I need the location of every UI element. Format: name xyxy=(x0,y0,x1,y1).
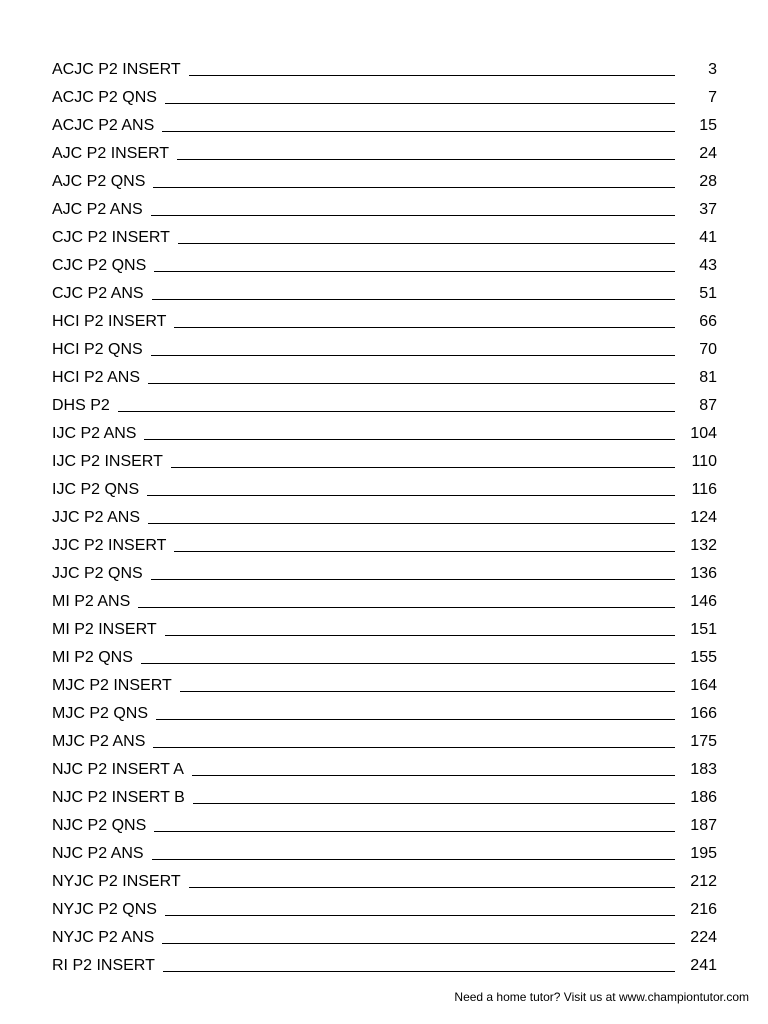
toc-entry-label: AJC P2 INSERT xyxy=(52,145,170,162)
toc-leader-line xyxy=(162,943,675,944)
toc-entry[interactable] xyxy=(52,812,717,840)
toc-leader-line xyxy=(156,719,675,720)
toc-entry-page-number: 195 xyxy=(690,845,717,862)
toc-entry[interactable] xyxy=(52,252,717,280)
toc-leader-line xyxy=(154,831,675,832)
toc-entry-label: MJC P2 ANS xyxy=(52,733,146,750)
toc-entry-page-number: 104 xyxy=(690,425,717,442)
toc-leader-line xyxy=(151,215,675,216)
toc-entry-label: NYJC P2 ANS xyxy=(52,929,155,946)
toc-entry-label: NJC P2 INSERT B xyxy=(52,789,185,806)
toc-entry[interactable] xyxy=(52,728,717,756)
toc-leader-line xyxy=(153,187,675,188)
toc-entry[interactable] xyxy=(52,504,717,532)
toc-entry-page-number: 136 xyxy=(690,565,717,582)
toc-leader-line xyxy=(148,383,675,384)
toc-entry[interactable] xyxy=(52,112,717,140)
toc-entry-label: CJC P2 INSERT xyxy=(52,229,170,246)
toc-entry-page-number: 224 xyxy=(690,929,717,946)
toc-leader-line xyxy=(154,271,675,272)
toc-entry-page-number: 3 xyxy=(708,61,717,78)
toc-entry-label: AJC P2 QNS xyxy=(52,173,146,190)
toc-entry-page-number: 110 xyxy=(691,453,717,470)
toc-leader-line xyxy=(141,663,675,664)
toc-entry-page-number: 43 xyxy=(699,257,717,274)
toc-entry-label: NJC P2 QNS xyxy=(52,817,147,834)
toc-entry[interactable] xyxy=(52,868,717,896)
toc-leader-line xyxy=(165,915,675,916)
toc-leader-line xyxy=(147,495,675,496)
toc-leader-line xyxy=(174,551,675,552)
toc-entry-page-number: 28 xyxy=(699,173,717,190)
toc-entry[interactable] xyxy=(52,952,717,980)
toc-leader-line xyxy=(118,411,675,412)
toc-entry[interactable] xyxy=(52,616,717,644)
toc-leader-line xyxy=(151,579,675,580)
toc-leader-line xyxy=(165,103,675,104)
toc-leader-line xyxy=(180,691,675,692)
footer-note: Need a home tutor? Visit us at www.championtutor.com xyxy=(454,990,749,1004)
toc-leader-line xyxy=(152,859,675,860)
toc-leader-line xyxy=(178,243,675,244)
toc-entry-page-number: 87 xyxy=(699,397,717,414)
toc-entry-page-number: 241 xyxy=(690,957,717,974)
toc-entry[interactable] xyxy=(52,224,717,252)
toc-entry-label: AJC P2 ANS xyxy=(52,201,143,218)
toc-entry[interactable] xyxy=(52,532,717,560)
toc-entry[interactable] xyxy=(52,700,717,728)
toc-entry[interactable] xyxy=(52,784,717,812)
toc-entry-page-number: 155 xyxy=(690,649,717,666)
toc-entry-label: CJC P2 QNS xyxy=(52,257,147,274)
toc-entry-label: MI P2 ANS xyxy=(52,593,131,610)
toc-entry-page-number: 183 xyxy=(690,761,717,778)
toc-entry-page-number: 7 xyxy=(708,89,717,106)
toc-entry[interactable] xyxy=(52,896,717,924)
toc-entry-label: IJC P2 INSERT xyxy=(52,453,163,470)
toc-entry-page-number: 81 xyxy=(699,369,717,386)
toc-entry-label: CJC P2 ANS xyxy=(52,285,144,302)
toc-entry[interactable] xyxy=(52,84,717,112)
toc-entry-page-number: 24 xyxy=(699,145,717,162)
toc-entry-page-number: 70 xyxy=(699,341,717,358)
toc-leader-line xyxy=(192,775,675,776)
toc-entry-page-number: 212 xyxy=(690,873,717,890)
toc-entry[interactable] xyxy=(52,140,717,168)
toc-leader-line xyxy=(177,159,675,160)
toc-entry-label: ACJC P2 ANS xyxy=(52,117,155,134)
toc-entry-page-number: 37 xyxy=(699,201,717,218)
toc-entry[interactable] xyxy=(52,336,717,364)
toc-leader-line xyxy=(163,971,675,972)
toc-leader-line xyxy=(148,523,675,524)
toc-leader-line xyxy=(152,299,675,300)
toc-entry-label: RI P2 INSERT xyxy=(52,957,155,974)
toc-entry-label: JJC P2 INSERT xyxy=(52,537,167,554)
toc-entry-page-number: 146 xyxy=(690,593,717,610)
toc-entry-page-number: 116 xyxy=(691,481,717,498)
toc-leader-line xyxy=(174,327,675,328)
toc-entry[interactable] xyxy=(52,308,717,336)
toc-leader-line xyxy=(153,747,675,748)
toc-entry-label: ACJC P2 QNS xyxy=(52,89,157,106)
toc-entry-label: HCI P2 INSERT xyxy=(52,313,167,330)
toc-entry[interactable] xyxy=(52,644,717,672)
toc-entry-page-number: 132 xyxy=(690,537,717,554)
toc-leader-line xyxy=(189,75,675,76)
toc-entry-label: IJC P2 QNS xyxy=(52,481,140,498)
toc-entry-page-number: 166 xyxy=(690,705,717,722)
toc-entry-label: HCI P2 QNS xyxy=(52,341,143,358)
toc-entry-label: JJC P2 QNS xyxy=(52,565,143,582)
toc-entry[interactable] xyxy=(52,420,717,448)
toc-leader-line xyxy=(193,803,675,804)
toc-entry-label: MI P2 QNS xyxy=(52,649,133,666)
toc-leader-line xyxy=(171,467,675,468)
toc-entry[interactable] xyxy=(52,392,717,420)
toc-entry[interactable] xyxy=(52,364,717,392)
toc-leader-line xyxy=(165,635,675,636)
toc-entry-label: MI P2 INSERT xyxy=(52,621,157,638)
toc-entry-page-number: 186 xyxy=(690,789,717,806)
toc-entry[interactable] xyxy=(52,924,717,952)
toc-entry[interactable] xyxy=(52,756,717,784)
toc-leader-line xyxy=(189,887,675,888)
toc-entry-page-number: 216 xyxy=(690,901,717,918)
toc-entry-page-number: 15 xyxy=(699,117,717,134)
toc-entry-label: NJC P2 INSERT A xyxy=(52,761,184,778)
toc-entry[interactable] xyxy=(52,280,717,308)
toc-entry-label: IJC P2 ANS xyxy=(52,425,137,442)
toc-entry[interactable] xyxy=(52,560,717,588)
toc-entry[interactable] xyxy=(52,672,717,700)
toc-entry-page-number: 151 xyxy=(690,621,717,638)
toc-entry-page-number: 66 xyxy=(699,313,717,330)
toc-entry-label: MJC P2 INSERT xyxy=(52,677,172,694)
toc-leader-line xyxy=(151,355,675,356)
toc-entry-label: MJC P2 QNS xyxy=(52,705,149,722)
toc-entry-label: NYJC P2 QNS xyxy=(52,901,157,918)
toc-entry-label: DHS P2 xyxy=(52,397,110,414)
toc-entry-page-number: 175 xyxy=(690,733,717,750)
toc-entry-label: HCI P2 ANS xyxy=(52,369,141,386)
toc-entry-page-number: 187 xyxy=(690,817,717,834)
toc-leader-line xyxy=(162,131,675,132)
toc-leader-line xyxy=(144,439,675,440)
toc-entry[interactable] xyxy=(52,196,717,224)
toc-entry[interactable] xyxy=(52,588,717,616)
toc-entry-label: JJC P2 ANS xyxy=(52,509,141,526)
toc-entry-label: NYJC P2 INSERT xyxy=(52,873,181,890)
toc-entry[interactable] xyxy=(52,56,717,84)
toc-entry-label: ACJC P2 INSERT xyxy=(52,61,181,78)
toc-entry-page-number: 124 xyxy=(690,509,717,526)
toc-entry[interactable] xyxy=(52,168,717,196)
toc-entry-page-number: 164 xyxy=(690,677,717,694)
toc-entry-page-number: 41 xyxy=(699,229,717,246)
toc-leader-line xyxy=(138,607,675,608)
toc-entry-label: NJC P2 ANS xyxy=(52,845,144,862)
toc-entry[interactable] xyxy=(52,448,717,476)
toc-entry[interactable] xyxy=(52,840,717,868)
table-of-contents xyxy=(52,56,717,980)
toc-entry[interactable] xyxy=(52,476,717,504)
toc-entry-page-number: 51 xyxy=(699,285,717,302)
